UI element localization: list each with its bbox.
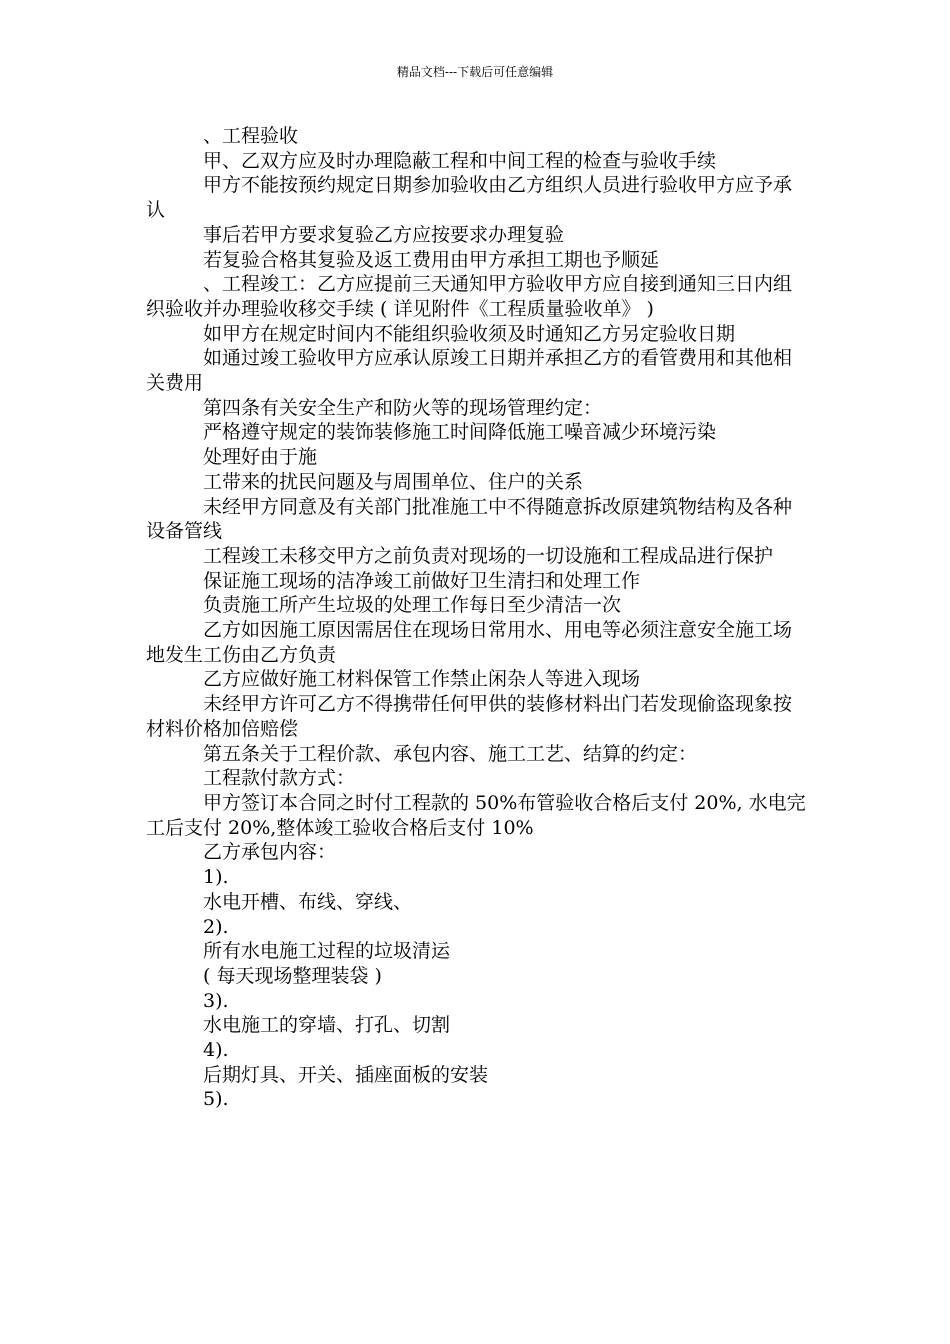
paragraph: 乙方如因施工原因需居住在现场日常用水、用电等必须注意安全施工场地发生工伤由乙方负责 bbox=[146, 619, 793, 666]
paragraph: 保证施工现场的洁净竣工前做好卫生清扫和处理工作 bbox=[203, 569, 641, 592]
paragraph: 工带来的扰民问题及与周围单位、住户的关系 bbox=[203, 470, 584, 493]
paragraph: 工程款付款方式： bbox=[203, 767, 356, 790]
list-number: 4). bbox=[203, 1039, 229, 1062]
list-number: 2). bbox=[203, 915, 229, 938]
section-heading: 第四条有关安全生产和防火等的现场管理约定： bbox=[203, 396, 603, 419]
paragraph: 若复验合格其复验及返工费用由甲方承担工期也予顺延 bbox=[203, 248, 660, 271]
section-heading: 第五条关于工程价款、承包内容、施工工艺、结算的约定： bbox=[203, 742, 698, 765]
paragraph: 未经甲方许可乙方不得携带任何甲供的装修材料出门若发现偷盗现象按材料价格加倍赔偿 bbox=[146, 693, 793, 740]
paragraph: 、工程竣工：乙方应提前三天通知甲方验收甲方应自接到通知三日内组织验收并办理验收移交手续 ( 详见附件《工程质量验收单》 ) bbox=[146, 273, 793, 320]
paragraph: 、工程验收 bbox=[203, 125, 299, 147]
list-number: 1). bbox=[203, 866, 229, 889]
document-body bbox=[146, 124, 810, 1112]
paragraph: 工程竣工未移交甲方之前负责对现场的一切设施和工程成品进行保护 bbox=[203, 544, 774, 567]
list-item: 所有水电施工过程的垃圾清运 bbox=[203, 940, 451, 963]
list-number: 3). bbox=[203, 989, 229, 1012]
paragraph: 严格遵守规定的装饰装修施工时间降低施工噪音减少环境污染 bbox=[203, 421, 717, 444]
paragraph: 甲方不能按预约规定日期参加验收由乙方组织人员进行验收甲方应予承认 bbox=[146, 174, 793, 222]
list-item: 水电开槽、布线、穿线、 bbox=[203, 890, 413, 913]
paragraph: 处理好由于施 bbox=[203, 446, 318, 469]
paragraph: 如甲方在规定时间内不能组织验收须及时通知乙方另定验收日期 bbox=[203, 322, 736, 345]
paragraph: 负责施工所产生垃圾的处理工作每日至少清洁一次 bbox=[203, 594, 622, 617]
page-header: 精品文档---下载后可任意编辑 bbox=[396, 65, 554, 79]
list-item: 水电施工的穿墙、打孔、切割 bbox=[203, 1014, 451, 1037]
paragraph: 如通过竣工验收甲方应承认原竣工日期并承担乙方的看管费用和其他相关费用 bbox=[146, 347, 793, 395]
paragraph: 未经甲方同意及有关部门批准施工中不得随意拆改原建筑物结构及各种设备管线 bbox=[146, 495, 793, 543]
list-item: ( 每天现场整理装袋 ) bbox=[203, 964, 382, 987]
paragraph: 乙方承包内容： bbox=[203, 841, 337, 864]
paragraph: 甲、乙双方应及时办理隐蔽工程和中间工程的检查与验收手续 bbox=[203, 149, 717, 172]
list-item: 后期灯具、开关、插座面板的安装 bbox=[203, 1063, 489, 1086]
paragraph: 乙方应做好施工材料保管工作禁止闲杂人等进入现场 bbox=[203, 668, 641, 691]
list-number: 5). bbox=[203, 1088, 229, 1111]
paragraph: 事后若甲方要求复验乙方应按要求办理复验 bbox=[203, 223, 565, 246]
paragraph: 甲方签订本合同之时付工程款的 50%布管验收合格后支付 20%, 水电完工后支付 20%,整体竣工验收合格后支付 10% bbox=[146, 791, 806, 839]
